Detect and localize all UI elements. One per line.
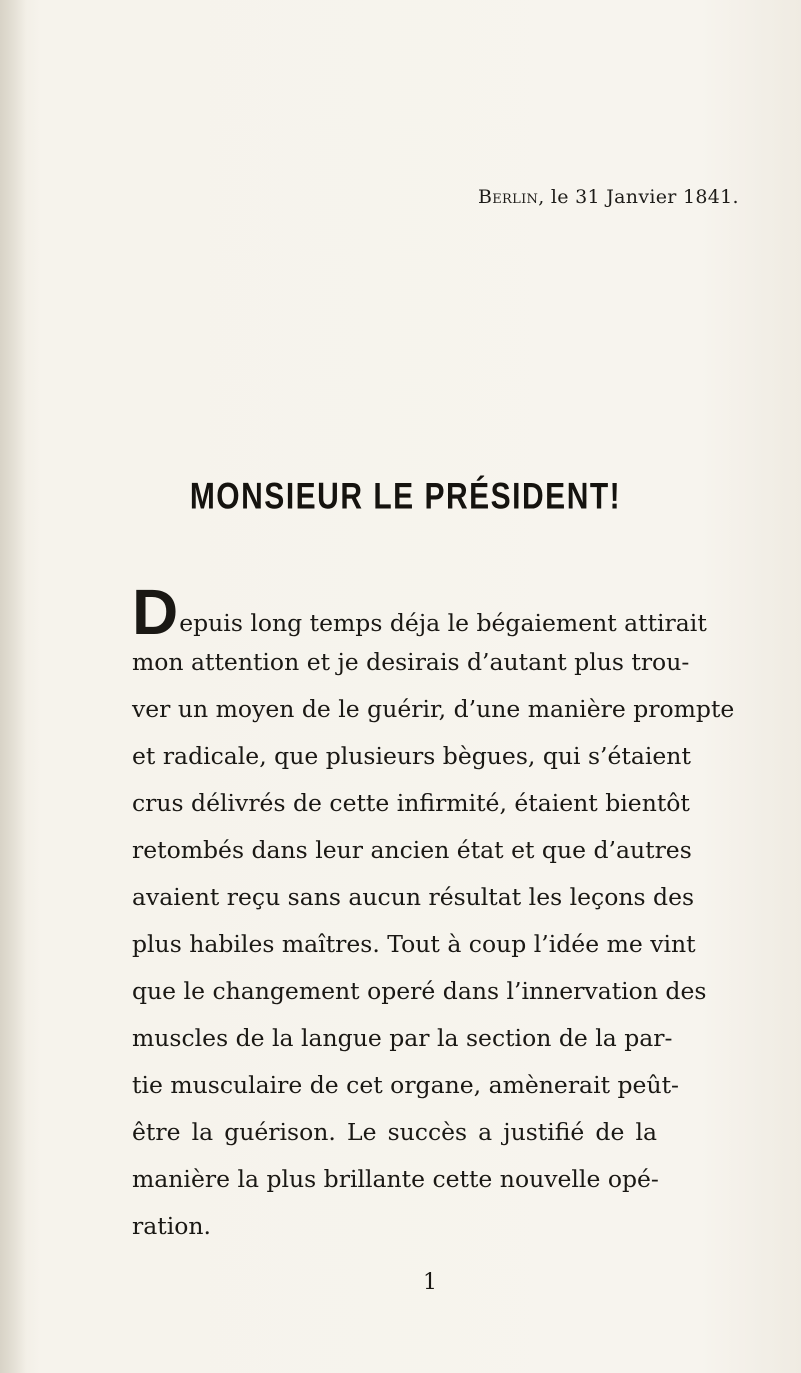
text-line: mon attention et je desirais d’autant plus trou- [132,648,690,676]
text-line: avaient reçu sans aucun résultat les leçons des [132,883,695,911]
text-line: ration. [132,1212,211,1240]
dateline [478,186,739,208]
text-line: être la guérison. Le succès a justifié de la [132,1118,657,1146]
binding-shadow [0,0,26,1373]
text-line: crus délivrés de cette infirmité, étaient bientôt [132,789,690,817]
body-paragraph [132,576,735,1250]
text-line: ver un moyen de le guérir, d’une manière prompte [132,695,735,723]
text-line: retombés dans leur ancien état et que d’autres [132,836,692,864]
text-line: plus habiles maîtres. Tout à coup l’idée me vint [132,930,696,958]
page-heading: MONSIEUR LE PRÉSIDENT! [189,476,622,518]
text-line: manière la plus brillante cette nouvelle opé- [132,1165,659,1193]
text-line: Depuis long temps déja le bégaiement attirait [132,576,707,648]
page-number: 1 [423,1270,437,1295]
dateline-city: Berlin [478,186,539,208]
text-line: que le changement operé dans l’innervation des [132,977,707,1005]
text-line: et radicale, que plusieurs bègues, qui s’étaient [132,742,691,770]
text-line: muscles de la langue par la section de la par- [132,1024,673,1052]
drop-cap: D [132,576,179,648]
dateline-date: , le 31 Janvier 1841. [538,186,739,208]
text-line: tie musculaire de cet organe, amènerait peût- [132,1071,679,1099]
